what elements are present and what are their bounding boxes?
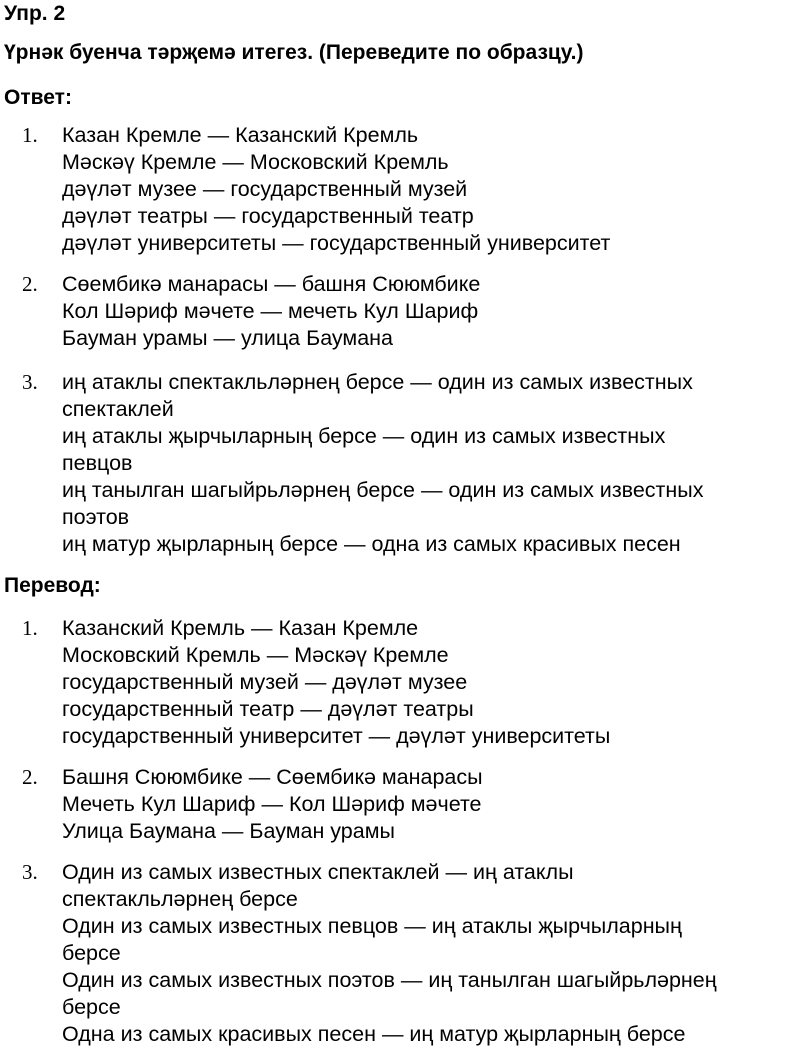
item-line: Казан Кремле — Казанский Кремль [62,123,419,147]
item-number: 3. [22,370,38,394]
item-line: Московский Кремль — Мәскәү Кремле [62,643,449,667]
item-line: государственный театр — дәүләт театры [62,697,474,721]
item-line: государственный музей — дәүләт музее [62,670,468,694]
item-line: иң атаклы җырчыларның берсе — один из самых известных [62,424,666,448]
exercise-title: Упр. 2 [4,2,66,25]
item-number: 1. [22,123,38,147]
item-line: Бауман урамы — улица Баумана [62,326,394,350]
exercise-task: Үрнәк буенча тәрҗемә итегез. (Переведите по образцу.) [4,41,584,64]
item-line: Мечеть Кул Шариф — Кол Шәриф мәчете [62,792,482,816]
item-line: спектакльләрнең берсе [62,887,298,911]
item-number: 1. [22,616,38,640]
item-line: государственный университет — дәүләт университеты [62,724,611,748]
item-line: иң атаклы спектакльләрнең берсе — один из самых известных [62,370,693,394]
item-line: Одна из самых красивых песен — иң матур җырларның берсе [62,1022,686,1046]
item-lines [62,271,796,352]
item-line: дәүләт музее — государственный музей [62,177,468,201]
item-line: поэтов [62,505,130,529]
item-line: берсе [62,941,121,965]
item-line: иң матур җырларның берсе — одна из самых красивых песен [62,532,681,556]
item-lines [62,859,796,1048]
item-lines [62,764,796,845]
item-line: дәүләт университеты — государственный университет [62,231,611,255]
item-line: Улица Баумана — Бауман урамы [62,819,395,843]
item-line: певцов [62,451,133,475]
item-number: 2. [22,272,38,296]
item-line: иң танылган шагыйрьләрнең берсе — один из самых известных [62,478,704,502]
item-line: Один из самых известных певцов — иң атаклы җырчыларның [62,914,682,938]
item-line: Казанский Кремль — Казан Кремле [62,616,419,640]
item-line: Сөембикә манарасы — башня Сююмбике [62,272,481,296]
item-line: спектаклей [62,397,174,421]
item-line: Один из самых известных поэтов — иң танылган шагыйрьләрнең [62,968,717,992]
item-lines [62,615,796,750]
item-lines [62,122,796,257]
item-line: Кол Шәриф мәчете — мечеть Кул Шариф [62,299,479,323]
item-line: Мәскәү Кремле — Московский Кремль [62,150,449,174]
item-line: Башня Сююмбике — Сөембикә манарасы [62,765,483,789]
item-line: Один из самых известных спектаклей — иң атаклы [62,860,574,884]
translation-heading: Перевод: [4,574,101,597]
item-line: берсе [62,995,121,1019]
answer-heading: Ответ: [4,86,72,109]
item-number: 2. [22,765,38,789]
item-number: 3. [22,860,38,884]
item-lines [62,369,796,558]
item-line: дәүләт театры — государственный театр [62,204,474,228]
